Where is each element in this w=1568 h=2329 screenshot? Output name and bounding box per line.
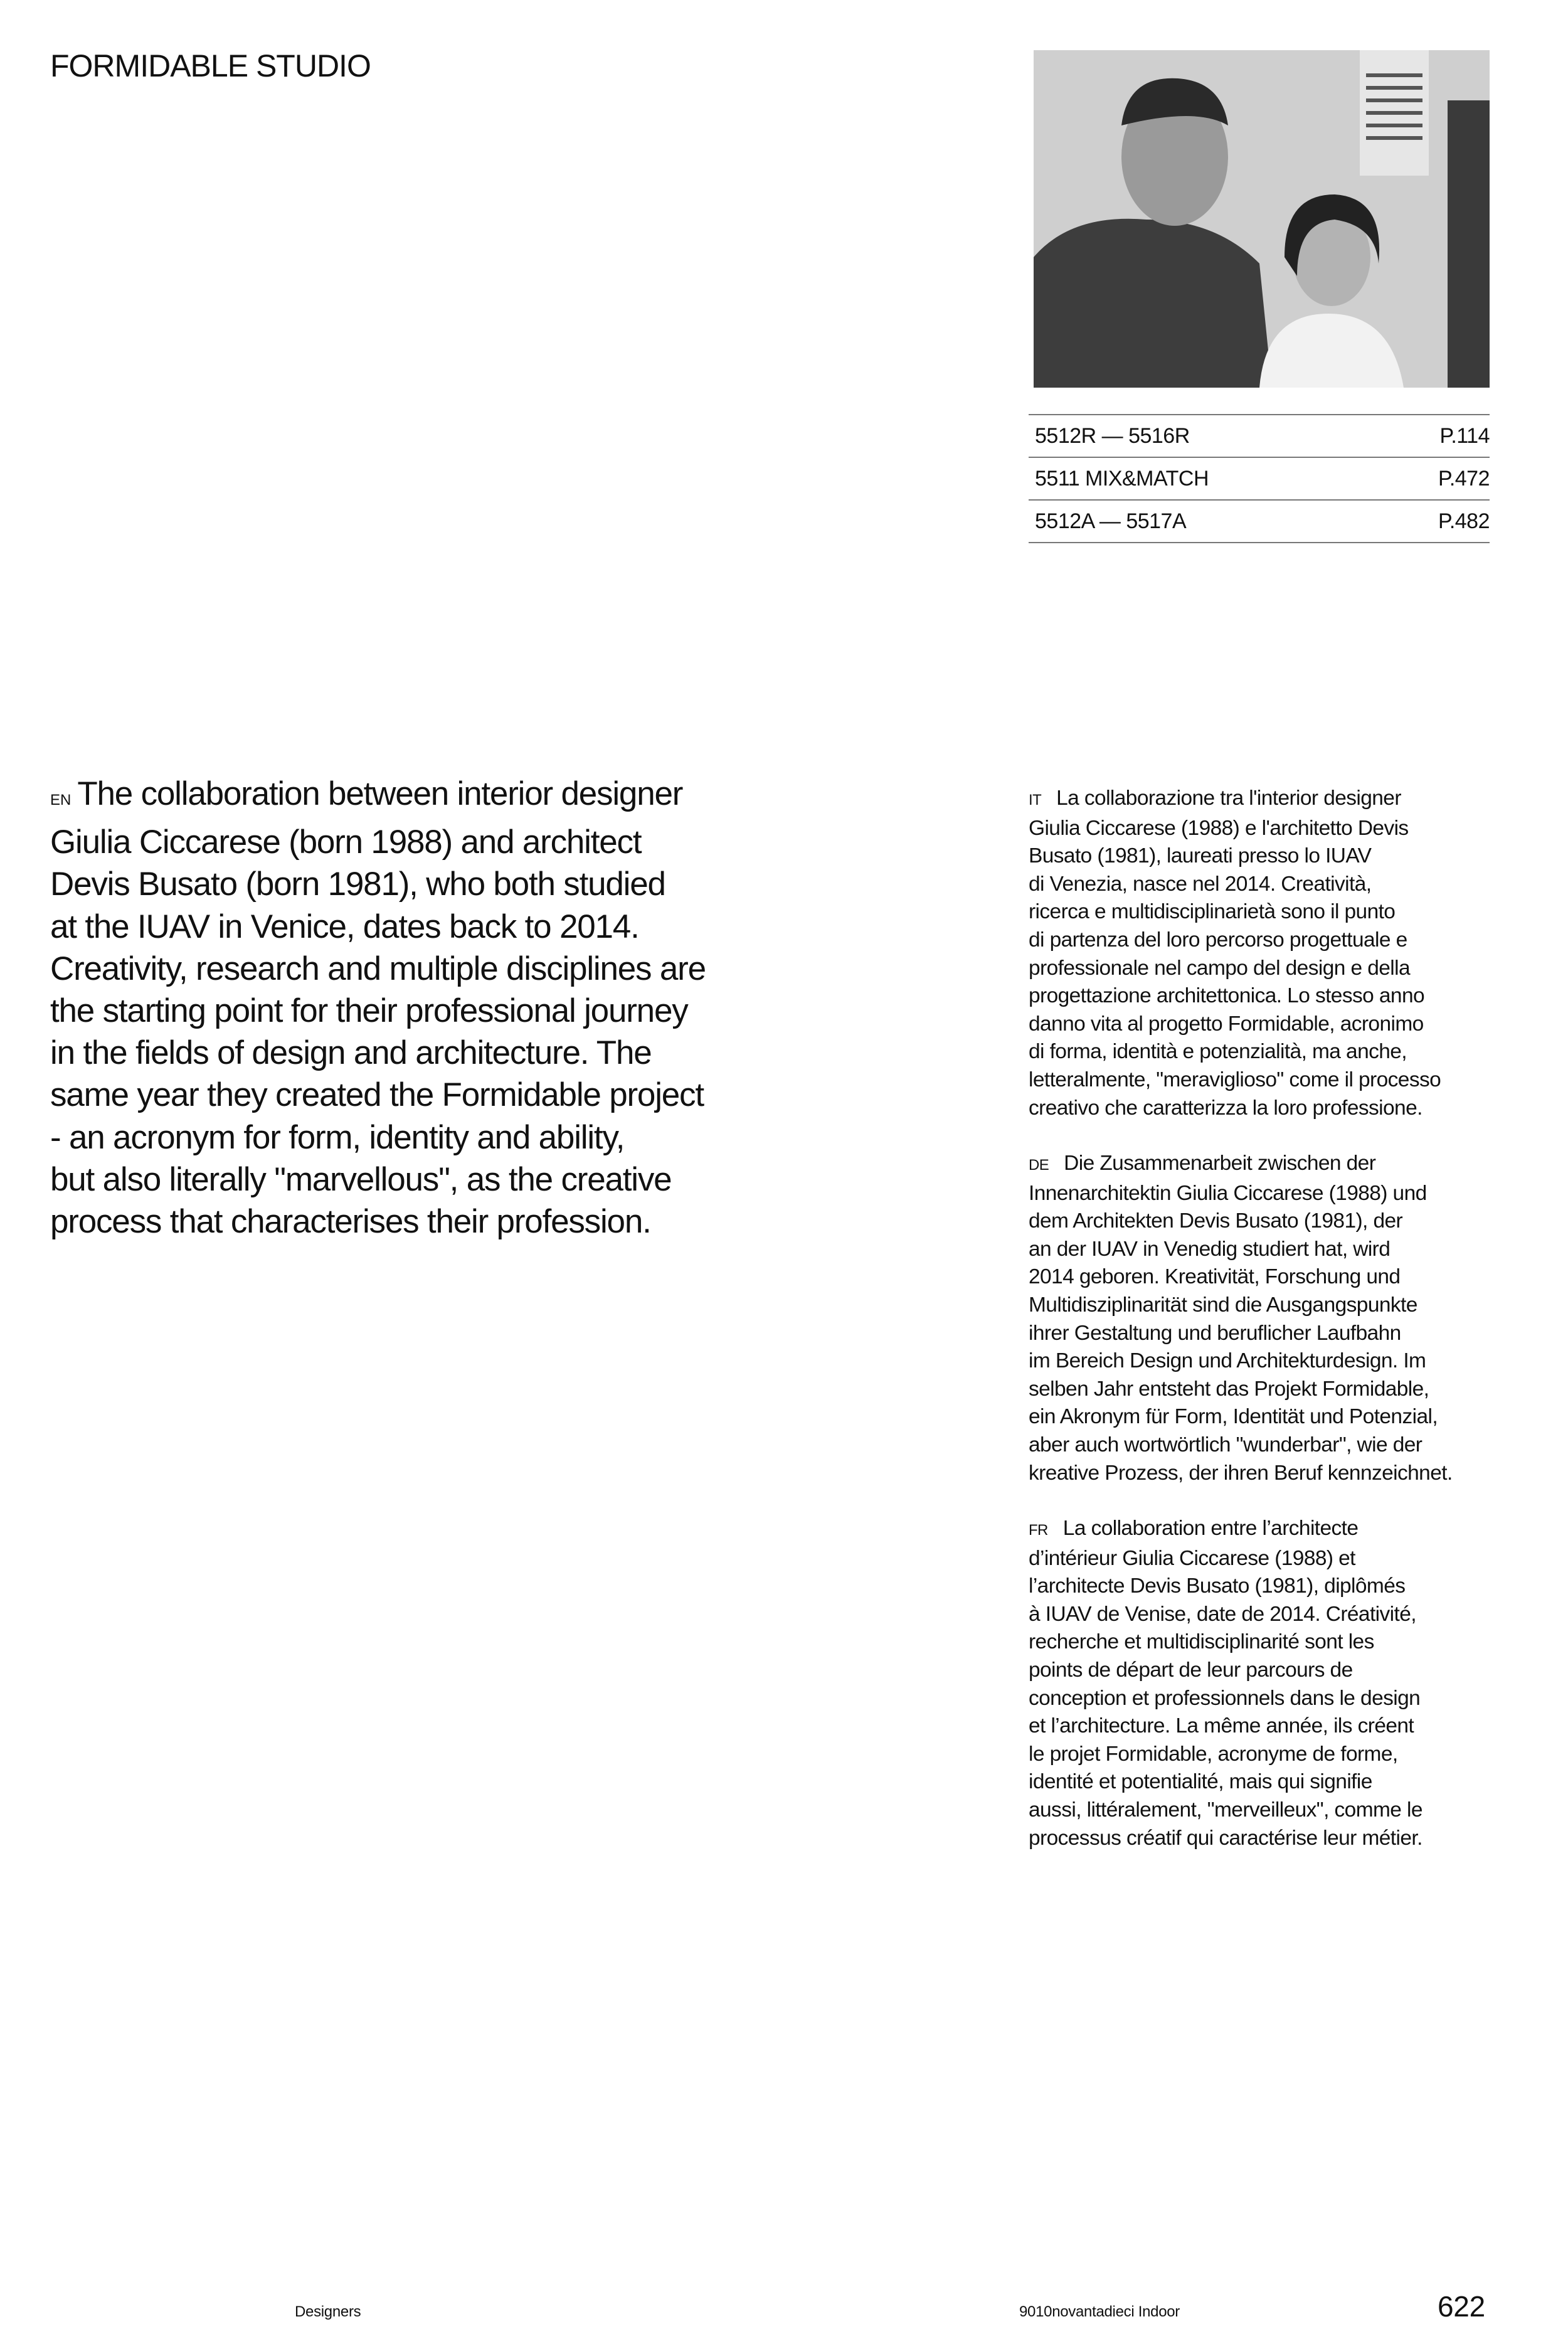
text-line: La collaboration entre l’architecte — [1062, 1517, 1359, 1540]
text-line: aussi, littéralement, "merveilleux", comme le — [1029, 1798, 1422, 1822]
text-line: le projet Formidable, acronyme de forme, — [1029, 1742, 1398, 1766]
text-line: letteralmente, "meraviglioso" come il processo — [1029, 1068, 1441, 1091]
text-line: recherche et multidisciplinarité sont les — [1029, 1630, 1374, 1654]
text-line: conception et professionnels dans le design — [1029, 1686, 1421, 1710]
product-reference-list — [1029, 414, 1490, 543]
text-line: kreative Prozess, der ihren Beruf kennzeichnet. — [1029, 1461, 1453, 1485]
text-line: selben Jahr entsteht das Projekt Formidable, — [1029, 1377, 1429, 1401]
text-line: Multidisziplinarität sind die Ausgangspunkte — [1029, 1293, 1417, 1317]
text-line: ihrer Gestaltung und beruflicher Laufbahn — [1029, 1321, 1401, 1345]
text-line: Busato (1981), laureati presso lo IUAV — [1029, 844, 1372, 868]
text-line: aber auch wortwörtlich "wunderbar", wie der — [1029, 1433, 1422, 1456]
product-reference-row[interactable] — [1029, 414, 1490, 457]
text-line: dem Architekten Devis Busato (1981), der — [1029, 1209, 1403, 1233]
text-line: Giulia Ciccarese (born 1988) and architect — [50, 824, 642, 861]
text-line: di partenza del loro percorso progettuale e — [1029, 928, 1407, 952]
text-line: but also literally "marvellous", as the creative — [50, 1160, 672, 1198]
designers-portrait-icon — [1034, 50, 1490, 388]
text-line: progettazione architettonica. Lo stesso anno — [1029, 984, 1425, 1008]
text-line: l’architecte Devis Busato (1981), diplômés — [1029, 1574, 1406, 1598]
text-line: danno vita al progetto Formidable, acronimo — [1029, 1012, 1424, 1036]
page-number: 622 — [1438, 2290, 1485, 2323]
product-reference-row[interactable] — [1029, 457, 1490, 499]
language-tag: IT — [1029, 792, 1042, 809]
product-reference-row[interactable] — [1029, 499, 1490, 543]
text-line: processus créatif qui caractérise leur métier. — [1029, 1826, 1422, 1850]
text-line: in the fields of design and architecture. The — [50, 1034, 652, 1072]
page-reference: P.114 — [1439, 423, 1490, 448]
text-line: process that characterises their profession. — [50, 1203, 651, 1241]
product-name: 5511 MIX&MATCH — [1035, 466, 1209, 491]
italian-description — [1029, 785, 1441, 1122]
text-line: Devis Busato (born 1981), who both studied — [50, 866, 665, 903]
text-line: à IUAV de Venise, date de 2014. Créativité, — [1029, 1602, 1416, 1626]
designers-photo — [1034, 50, 1490, 388]
text-line: Giulia Ciccarese (1988) e l'architetto Devis — [1029, 816, 1409, 840]
text-line: di Venezia, nasce nel 2014. Creatività, — [1029, 872, 1372, 896]
text-line: et l’architecture. La même année, ils créent — [1029, 1714, 1414, 1738]
text-line: the starting point for their professional journey — [50, 992, 688, 1030]
text-line: - an acronym for form, identity and ability, — [50, 1118, 625, 1156]
french-description — [1029, 1515, 1422, 1852]
text-line: ricerca e multidisciplinarietà sono il punto — [1029, 900, 1396, 924]
page-reference: P.482 — [1438, 509, 1490, 533]
footer-brand: 9010novantadieci Indoor — [1019, 2303, 1180, 2320]
english-description — [50, 773, 706, 1243]
product-name: 5512A — 5517A — [1035, 509, 1187, 533]
text-line: an der IUAV in Venedig studiert hat, wird — [1029, 1237, 1391, 1261]
language-tag: FR — [1029, 1522, 1048, 1539]
text-line: 2014 geboren. Kreativität, Forschung und — [1029, 1265, 1401, 1289]
german-description — [1029, 1150, 1453, 1487]
text-line: points de départ de leur parcours de — [1029, 1658, 1353, 1682]
text-line: professionale nel campo del design e della — [1029, 956, 1410, 980]
text-line: im Bereich Design und Architekturdesign. Im — [1029, 1349, 1426, 1373]
language-tag: DE — [1029, 1157, 1049, 1174]
text-line: creativo che caratterizza la loro professione. — [1029, 1096, 1422, 1120]
page-title: FORMIDABLE STUDIO — [50, 48, 371, 83]
text-line: at the IUAV in Venice, dates back to 2014. — [50, 908, 639, 945]
text-line: ein Akronym für Form, Identität und Potenzial, — [1029, 1405, 1438, 1429]
page-reference: P.472 — [1438, 466, 1490, 491]
language-tag: EN — [50, 792, 72, 809]
text-line: Innenarchitektin Giulia Ciccarese (1988) und — [1029, 1181, 1427, 1205]
text-line: same year they created the Formidable project — [50, 1076, 704, 1114]
text-line: La collaborazione tra l'interior designer — [1056, 787, 1401, 810]
text-line: identité et potentialité, mais qui signifie — [1029, 1770, 1372, 1794]
text-line: Die Zusammenarbeit zwischen der — [1064, 1152, 1376, 1175]
text-line: The collaboration between interior designer — [77, 775, 683, 812]
text-line: d’intérieur Giulia Ciccarese (1988) et — [1029, 1546, 1355, 1570]
text-line: Creativity, research and multiple disciplines are — [50, 950, 706, 987]
text-line: di forma, identità e potenzialità, ma anche, — [1029, 1040, 1407, 1064]
footer-section-label: Designers — [295, 2303, 361, 2320]
product-name: 5512R — 5516R — [1035, 423, 1190, 448]
